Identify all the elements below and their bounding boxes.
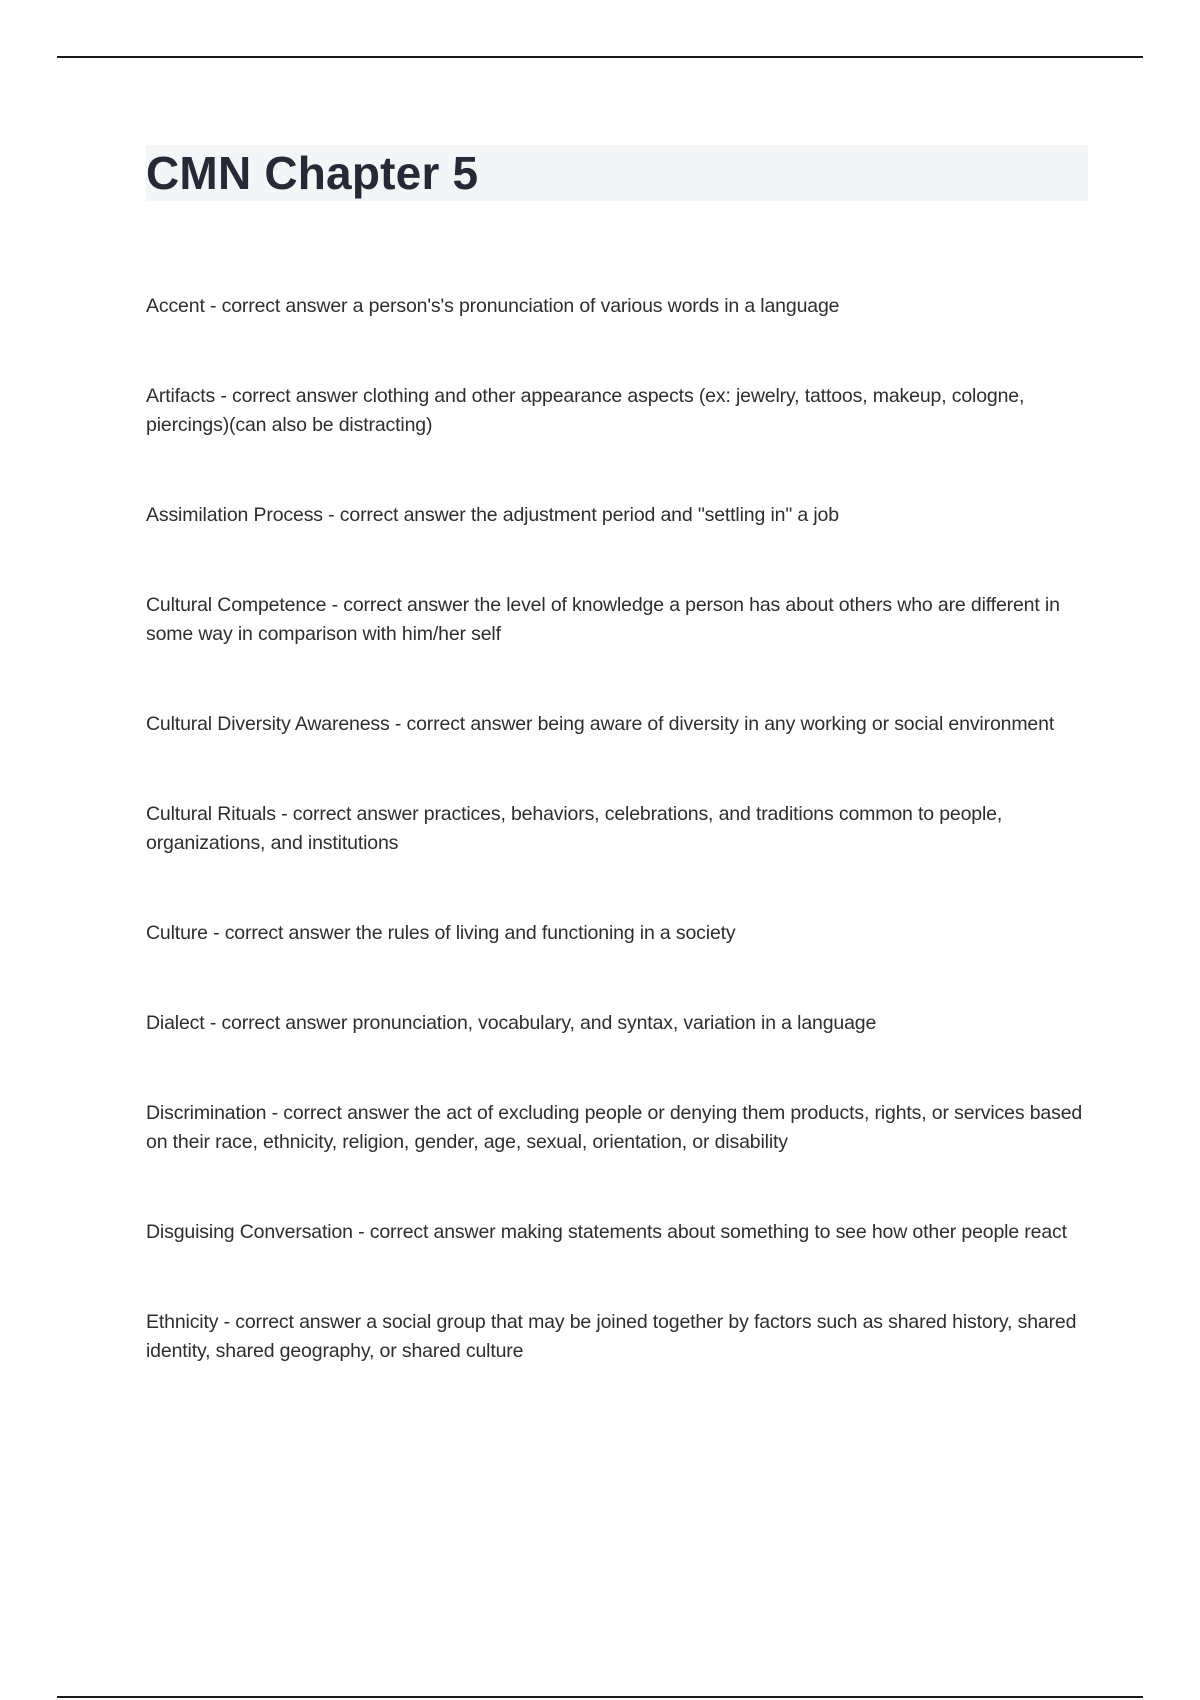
term-label: Culture: [146, 922, 208, 944]
term-entry-disguising-conversation: [146, 1218, 1086, 1247]
term-separator: -: [266, 1102, 284, 1124]
term-label: Artifacts: [146, 385, 216, 407]
term-entry-cultural-rituals: [146, 800, 1086, 858]
term-definition: the level of knowledge a person has about others who are different in some way in comparison with him/her self: [146, 594, 1060, 645]
term-separator: -: [218, 1311, 236, 1333]
term-definition: making statements about something to see how other people react: [500, 1221, 1067, 1243]
term-entry-artifacts: [146, 382, 1086, 440]
answer-prefix: correct answer: [339, 504, 471, 526]
answer-prefix: correct answer: [231, 385, 364, 407]
term-entry-discrimination: [146, 1099, 1086, 1157]
term-separator: -: [352, 1221, 370, 1243]
term-entry-dialect: [146, 1009, 1086, 1038]
term-separator: -: [322, 504, 340, 526]
term-entry-culture: [146, 919, 1086, 948]
term-entry-cultural-competence: [146, 591, 1086, 649]
term-label: Disguising Conversation: [146, 1221, 353, 1243]
answer-prefix: correct answer: [235, 1311, 367, 1333]
answer-prefix: correct answer: [406, 713, 538, 735]
term-separator: -: [275, 803, 293, 825]
term-entry-accent: [146, 292, 1086, 321]
term-list: [146, 292, 1086, 1427]
term-definition: clothing and other appearance aspects (ex: jewelry, tattoos, makeup, cologne, piercings)(can also be distracting): [146, 385, 1025, 436]
answer-prefix: correct answer: [221, 1012, 353, 1034]
term-label: Cultural Competence: [146, 594, 327, 616]
term-label: Dialect: [146, 1012, 205, 1034]
term-definition: being aware of diversity in any working or social environment: [537, 713, 1055, 735]
term-definition: practices, behaviors, celebrations, and traditions common to people, organizations, and institutions: [146, 803, 1003, 854]
answer-prefix: correct answer: [292, 803, 424, 825]
term-entry-cultural-diversity-awareness: [146, 710, 1086, 739]
term-label: Discrimination: [146, 1102, 267, 1124]
answer-prefix: correct answer: [224, 922, 356, 944]
term-label: Cultural Diversity Awareness: [146, 713, 390, 735]
term-label: Assimilation Process: [146, 504, 323, 526]
top-rule: [57, 56, 1143, 58]
page-title: CMN Chapter 5: [146, 147, 479, 199]
answer-prefix: correct answer: [283, 1102, 415, 1124]
term-label: Ethnicity: [146, 1311, 219, 1333]
term-entry-ethnicity: [146, 1308, 1086, 1366]
term-separator: -: [215, 385, 232, 407]
term-definition: pronunciation, vocabulary, and syntax, variation in a language: [352, 1012, 877, 1034]
term-label: Cultural Rituals: [146, 803, 276, 825]
term-label: Accent: [146, 295, 205, 317]
answer-prefix: correct answer: [369, 1221, 501, 1243]
term-separator: -: [207, 922, 225, 944]
term-separator: -: [204, 295, 222, 317]
answer-prefix: correct answer: [343, 594, 475, 616]
term-definition: a social group that may be joined together by factors such as shared history, shared identity, shared geography, or shared culture: [146, 1311, 1077, 1362]
term-definition: the act of excluding people or denying them products, rights, or services based on their race, ethnicity, religion, gender, age, sexual, orientation, or disability: [146, 1102, 1083, 1153]
term-separator: -: [389, 713, 407, 735]
term-definition: a person's's pronunciation of various words in a language: [352, 295, 840, 317]
term-definition: the adjustment period and "settling in" a job: [470, 504, 839, 526]
term-definition: the rules of living and functioning in a society: [355, 922, 736, 944]
term-separator: -: [326, 594, 344, 616]
answer-prefix: correct answer: [221, 295, 353, 317]
bottom-rule: [57, 1696, 1143, 1698]
term-entry-assimilation-process: [146, 501, 1086, 530]
term-separator: -: [204, 1012, 222, 1034]
